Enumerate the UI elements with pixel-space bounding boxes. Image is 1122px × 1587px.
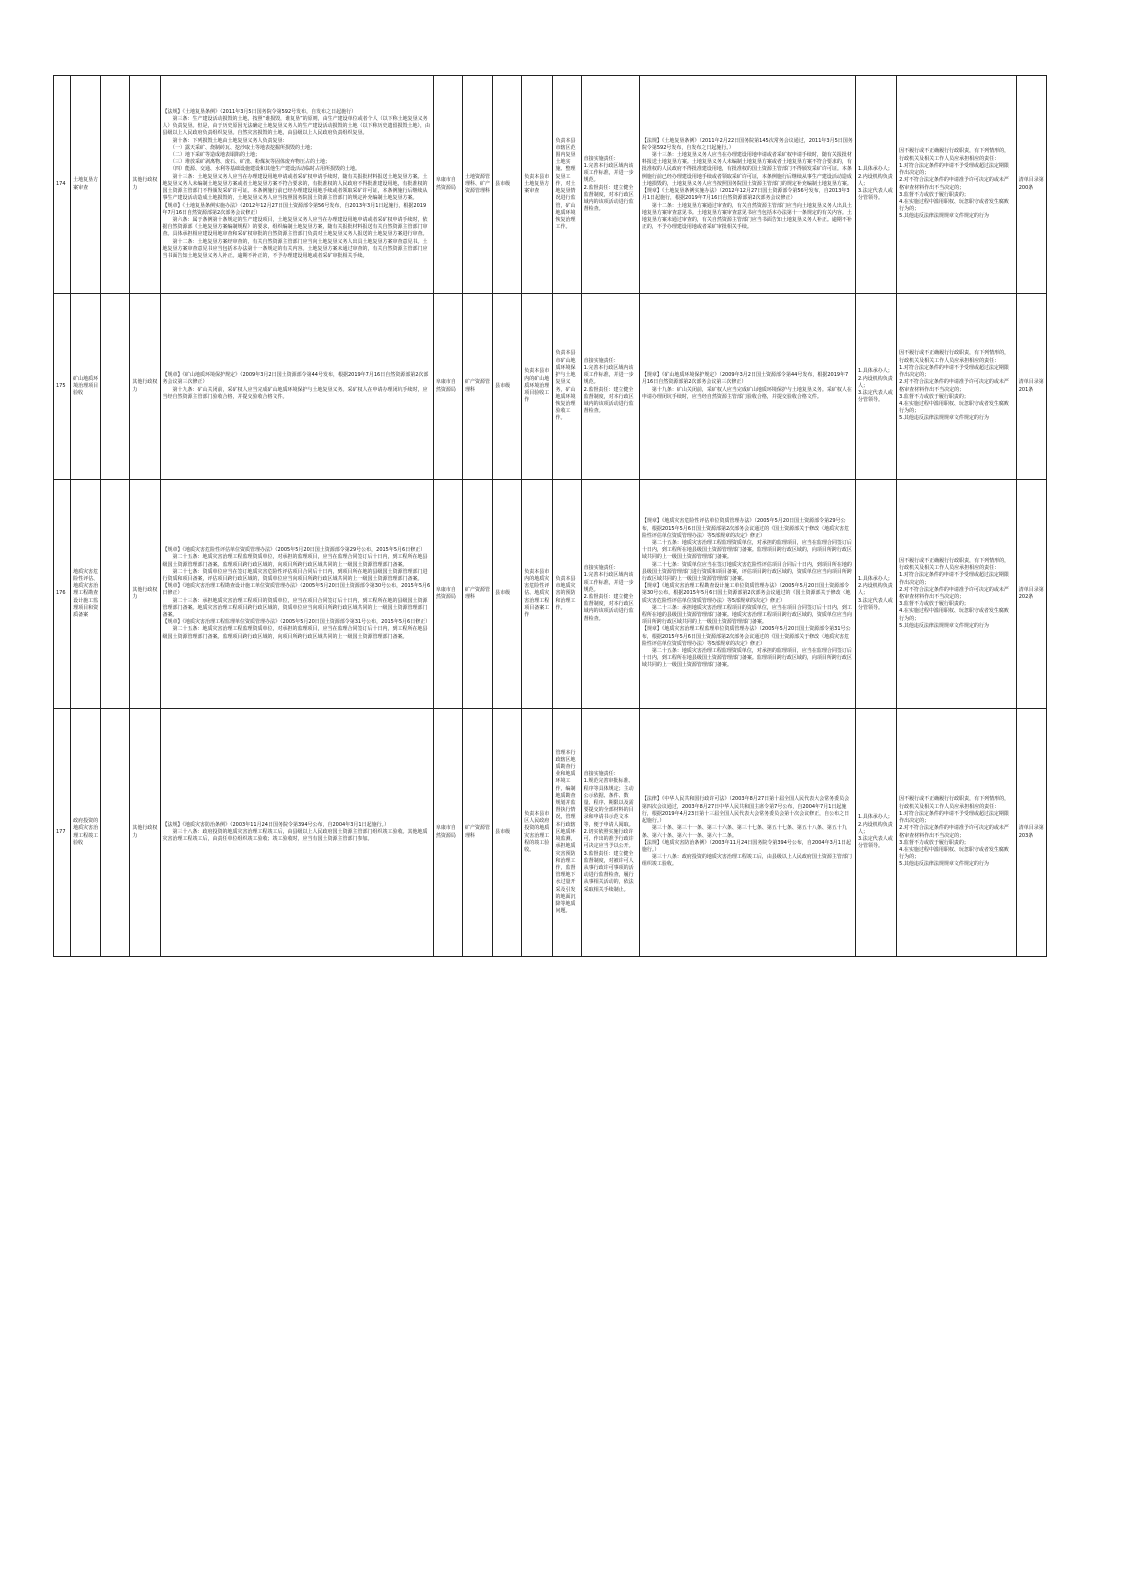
table-row: [54, 294, 1047, 480]
responsible-subject-cell: 1.具体承办人； 2.内设机构负责人； 3.法定代表人或分管领导。: [855, 709, 896, 957]
responsibility-content-cell: 负责本县市辖区范围内复垦土地实施、整理复垦工作，对土地复垦情况进行监管，矿山地质环境恢复治理工作。: [553, 76, 581, 294]
power-type-cell: 其他行政权力: [130, 294, 160, 480]
sub-item-cell: [101, 709, 130, 957]
duty-content-cell: 负责本县市区人民政府投资的地质灾害治理工程的竣工验收。: [522, 709, 553, 957]
responsibility-content-cell: 负责本县市地质灾害的预防和治理工作。: [553, 480, 581, 709]
legal-basis-cell: 【规章】《矿山地质环境保护规定》（2009年3月2日国土资源部令第44号发布，根据2019年7月16日自然资源部第2次部务会议第三次修正） 第十九条：矿山关闭前，采矿权人应当完成矿山地质环境保护与土地复垦义务。采矿权人在申请办理闭坑手续时，应当经自然资源主管部门验收合格，并提交验收合格文件。: [160, 294, 433, 480]
sub-item-cell: [101, 294, 130, 480]
accountability-cases-cell: 因不履行或不正确履行行政职责，有下列情形的，行政机关及相关工作人员应承担相应的责任： 1.对符合法定条件的申请不予受理或超过法定期限作出决定的； 2.对不符合法定条件的申请准予许可决定的或未严格审查材料作出不当决定的； 3.监督不力或放于履行职责的； 4.在实施过程中滥用职权、玩忽职守或者发生腐败行为的； 5.其他违反法律法规规章文件规定的行为: [897, 480, 1017, 709]
table-row: [54, 709, 1047, 957]
sub-item-cell: [101, 480, 130, 709]
duty-legal-basis-cell: 【法律】《中华人民共和国行政许可法》（2003年8月27日第十届全国人民代表大会常务委员会第四次会议通过，2003年8月27日中华人民共和国主席令第7号公布，自2004年7月1日起施行，根据2019年4月23日第十三届全国人民代表大会常务委员会第十次会议修正，自公布之日起施行。） 第三十条、第三十一条、第三十六条、第三十七条、第五十七条、第五十八条、第五十九条、第六十条、第六十一条、第六十二条。 【法规】《地质灾害防治条例》（2003年11月24日国务院令第394号公布，自2004年3月1日起施行。） 第三十八条：政府投资的地质灾害治理工程竣工后，由县级以上人民政府国土资源主管部门组织竣工验收。: [639, 709, 855, 957]
item-name-cell: 土地复垦方案审查: [71, 76, 101, 294]
legal-basis-cell: 【法规】《土地复垦条例》（2011年3月5日国务院令第592号发布，自发布之日起施行） 第三条：生产建设活动损毁的土地，按照“谁损毁，谁复垦”的原则，由生产建设单位或者个人（以下称土地复垦义务人）负责复垦。但是，由于历史原因无法确定土地复垦义务人的生产建设活动损毁的土地（以下称历史遗留损毁土地），由县级以上人民政府负责组织复垦。自然灾害损毁的土地，由县级以上人民政府负责组织复垦。 第十条：下列损毁土地由土地复垦义务人负责复垦： （一）露天采矿、烧制砖瓦、挖沙取土等地表挖掘所损毁的土地； （二）地下采矿等造成地表塌陷的土地； （三）堆放采矿剥离物、废石、矿渣、粉煤灰等固体废弃物压占的土地； （四）能源、交通、水利等基础设施建设和其他生产建设活动临时占用所损毁的土地。 第十三条：土地复垦义务人应当在办理建设用地申请或者采矿权申请手续时，随有关报批材料报送土地复垦方案。土地复垦义务人未编制土地复垦方案或者土地复垦方案不符合要求的，有批准权的人民政府不得批准建设用地，有批准权的国土资源主管部门不得颁发采矿许可证。本条例施行前已经办理建设用地手续或者领取采矿许可证，本条例施行后继续从事生产建设活动造成土地损毁的，土地复垦义务人应当按照国务院国土资源主管部门的规定补充编制土地复垦方案。 【规章】《土地复垦条例实施办法》（2012年12月27日国土资源部令第56号发布，自2013年3月1日起施行，根据2019年7月16日自然资源部第2次部务会议修正） 第六条：属于条例第十条规定的生产建设项目，土地复垦义务人应当在办理建设用地申请或者采矿权申请手续时，依据自然资源部《土地复垦方案编制规程》的要求，组织编制土地复垦方案，随有关报批材料报送有关自然资源主管部门审查。具体承担相应建设用地审查和采矿权审批的自然资源主管部门负责对土地复垦义务人报送的土地复垦方案进行审查。 第十二条：土地复垦方案经审查的，有关自然资源主管部门应当向土地复垦义务人出具土地复垦方案审查意见书。土地复垦方案审查意见书应当包括本办法第十一条规定的有关内容。土地复垦方案未通过审查的，有关自然资源主管部门应当书面告知土地复垦义务人补正。逾期不补正的，不予办理建设用地或者采矿审批相关手续。: [160, 76, 433, 294]
remarks-cell: 清单目录第200条: [1016, 76, 1046, 294]
power-list-table: [53, 75, 1047, 957]
implementation-duty-cell: 直接实施责任： 1.完善本行政区域内该项工作标准，并进一步规范。 2.监督责任：建立健全监督制度，对本行政区域内的该项活动进行监督检查。: [581, 76, 639, 294]
power-type-cell: 其他行政权力: [130, 480, 160, 709]
table-row: [54, 76, 1047, 294]
row-number-cell: 175: [54, 294, 71, 480]
responsible-subject-cell: 1.具体承办人； 2.内设机构负责人； 3.法定代表人或分管领导。: [855, 76, 896, 294]
implementation-duty-cell: 直接实施责任： 1.规范完善审批标准、程序等具体规定；主动公示依据、条件、数量、程序、期限以及需要提交的全部材料的目录和申请书示范文本等，便于申请人阅取。 2.切实依照实施行政许可，作出的准予行政许可决定应当予以公开。 3.监督责任：建立健全监督制度，对被许可人从事行政许可事项的活动进行监督检查，履行从事相关活动的，依法采取相关手续制止。: [581, 709, 639, 957]
exercise-level-cell: 县市级: [493, 709, 522, 957]
implementing-agency-cell: 阜康市自然资源局: [433, 480, 462, 709]
implementing-agency-cell: 阜康市自然资源局: [433, 294, 462, 480]
implementing-agency-cell: 阜康市自然资源局: [433, 709, 462, 957]
legal-basis-cell: 【法规】《地质灾害防治条例》（2003年11月24日国务院令第394号公布，自2004年3月1日起施行。） 第三十八条：政府投资的地质灾害治理工程竣工后，由县级以上人民政府国土资源主管部门组织竣工验收。其他地质灾害治理工程竣工后，由责任单位组织竣工验收；竣工验收时，应当有国土资源主管部门参加。: [160, 709, 433, 957]
implementing-agency-cell: 阜康市自然资源局: [433, 76, 462, 294]
remarks-cell: 清单目录第203条: [1016, 709, 1046, 957]
table-row: [54, 480, 1047, 709]
duty-legal-basis-cell: 【规章】《矿山地质环境保护规定》（2009年3月2日国土资源部令第44号发布，根据2019年7月16日自然资源部第2次部务会议第三次修正） 第十九条：矿山关闭前，采矿权人应当完成矿山地质环境保护与土地复垦义务。采矿权人在申请办理闭坑手续时，应当经自然资源主管部门验收合格，并提交验收合格文件。: [639, 294, 855, 480]
duty-legal-basis-cell: 【法规】《土地复垦条例》（2011年2月22日国务院第145次常务会议通过，2011年3月5日国务院令第592号发布，自发布之日起施行。） 第十三条：土地复垦义务人应当在办理建设用地申请或者采矿权申请手续时，随有关报批材料报送土地复垦方案。土地复垦义务人未编制土地复垦方案或者土地复垦方案不符合要求的，有批准权的人民政府不得批准建设用地，有批准权的国土资源主管部门不得颁发采矿许可证。本条例施行前已经办理建设用地手续或者领取采矿许可证，本条例施行后继续从事生产建设活动造成土地损毁的，土地复垦义务人应当按照国务院国土资源主管部门的规定补充编制土地复垦方案。 【规章】《土地复垦条例实施办法》（2012年12月27日国土资源部令第56号发布，自2013年3月1日起施行，根据2019年7月16日自然资源部第2次部务会议修正） 第十二条：土地复垦方案通过审查的，有关自然资源主管部门应当向土地复垦义务人出具土地复垦方案审查意见书。土地复垦方案审查意见书应当包括本办法第十一条规定的有关内容。土地复垦方案未通过审查的，有关自然资源主管部门应当书面告知土地复垦义务人补正。逾期不补正的，不予办理建设用地或者采矿审批相关手续。: [639, 76, 855, 294]
responsible-office-cell: 矿产资源管理科: [463, 709, 493, 957]
responsible-office-cell: 矿产资源管理科: [463, 480, 493, 709]
row-number-cell: 177: [54, 709, 71, 957]
power-type-cell: 其他行政权力: [130, 76, 160, 294]
exercise-level-cell: 县市级: [493, 480, 522, 709]
accountability-cases-cell: 因不履行或不正确履行行政职责，有下列情形的，行政机关及相关工作人员应承担相应的责任： 1.对符合法定条件的申请不予受理或超过法定期限作出决定的； 2.对不符合法定条件的申请准予许可决定的或未严格审查材料作出不当决定的； 3.监督不力或放于履行职责的； 4.在实施过程中滥用职权、玩忽职守或者发生腐败行为的； 5.其他违反法律法规规章文件规定的行为: [897, 709, 1017, 957]
row-number-cell: 176: [54, 480, 71, 709]
power-type-cell: 其他行政权力: [130, 709, 160, 957]
accountability-cases-cell: 因不履行或不正确履行行政职责，有下列情形的，行政机关及相关工作人员应承担相应的责任： 1.对符合法定条件的申请不予受理或超过法定期限作出决定的； 2.对不符合法定条件的申请准予许可决定的或未严格审查材料作出不当决定的； 3.监督不力或放于履行职责的； 4.在实施过程中滥用职权、玩忽职守或者发生腐败行为的； 5.其他违反法律法规规章文件规定的行为: [897, 76, 1017, 294]
remarks-cell: 清单目录第202条: [1016, 480, 1046, 709]
item-name-cell: 政府投资的地质灾害治理工程竣工验收: [71, 709, 101, 957]
implementation-duty-cell: 直接实施责任： 1.完善本行政区域内该项工作标准，并进一步规范。 2.监督责任：建立健全监督制度，对本行政区域内的该项活动进行监督检查。: [581, 480, 639, 709]
exercise-level-cell: 县市级: [493, 294, 522, 480]
responsibility-content-cell: 负责本县市矿山地质环境保护与土地复垦义务，矿山地质环境恢复治理验收工作。: [553, 294, 581, 480]
duty-content-cell: 负责本县市内的矿山地质环境治理项目验收工作: [522, 294, 553, 480]
accountability-cases-cell: 因不履行或不正确履行行政职责，有下列情形的，行政机关及相关工作人员应承担相应的责任： 1.对符合法定条件的申请不予受理或超过法定期限作出决定的； 2.对不符合法定条件的申请准予许可决定的或未严格审查材料作出不当决定的； 3.监督不力或放于履行职责的； 4.在实施过程中滥用职权、玩忽职守或者发生腐败行为的； 5.其他违反法律法规规章文件规定的行为: [897, 294, 1017, 480]
responsible-subject-cell: 1.具体承办人； 2.内设机构负责人； 3.法定代表人或分管领导。: [855, 480, 896, 709]
responsible-office-cell: 土地资源管理科、矿产资源管理科: [463, 76, 493, 294]
row-number-cell: 174: [54, 76, 71, 294]
responsible-office-cell: 矿产资源管理科: [463, 294, 493, 480]
implementation-duty-cell: 直接实施责任： 1.完善本行政区域内该项工作标准，并进一步规范。 2.监督责任：建立健全监督制度，对本行政区域内的该项活动进行监督检查。: [581, 294, 639, 480]
responsible-subject-cell: 1.具体承办人； 2.内设机构负责人； 3.法定代表人或分管领导。: [855, 294, 896, 480]
item-name-cell: 矿山地质环境治理项目验收: [71, 294, 101, 480]
duty-content-cell: 负责本县市土地复垦方案审查: [522, 76, 553, 294]
exercise-level-cell: 县市级: [493, 76, 522, 294]
sub-item-cell: [101, 76, 130, 294]
remarks-cell: 清单目录第201条: [1016, 294, 1046, 480]
duty-legal-basis-cell: 【规章】《地质灾害危险性评估单位资质管理办法》（2005年5月20日国土资源部令第29号公布，根据2015年5月6日国土资源部第2次部务会议通过的《国土资源部关于修改〈地质灾害危险性评估单位资质管理办法〉等5部规章的决定》修正） 第二十五条：地质灾害治理工程监理资质单位，对承担的监理项目，应当在监理合同签订后十日内，到工程所在地县级国土资源管理部门备案。监理项目跨行政区域的，向项目所跨行政区域共同的上一级国土资源管理部门备案。 第二十七条：资质单位应当在签订地质灾害危险性评估项目合同后十日内，到项目所在地的县级国土资源管理部门进行资质和项目备案，评估项目跨行政区域的，资质单位应当向项目所跨行政区域共同的上一级国土资源管理部门备案。 【规章】《地质灾害治理工程勘查设计施工单位资质管理办法》（2005年5月20日国土资源部令第30号公布，根据2015年5月6日国土资源部第2次部务会议通过的《国土资源部关于修改〈地质灾害危险性评估单位资质管理办法〉等5部规章的决定》修正） 第二十三条：承担地质灾害治理工程项目的资质单位，应当在项目合同签订后十日内，到工程所在地的县级国土资源管理部门备案。地质灾害治理工程项目跨行政区域的，资质单位应当向项目所跨行政区域共同的上一级国土资源管理部门备案。 【规章】《地质灾害治理工程监理单位资质管理办法》（2005年5月20日国土资源部令第31号公布，根据2015年5月6日国土资源部第2次部务会议通过的《国土资源部关于修改〈地质灾害危险性评估单位资质管理办法〉等5部规章的决定》修正） 第二十五条：地质灾害治理工程监理资质单位，对承担的监理项目，应当在监理合同签订后十日内，到工程所在地县级国土资源管理部门备案。监理项目跨行政区域的，向项目所跨行政区域共同的上一级国土资源管理部门备案。: [639, 480, 855, 709]
item-name-cell: 地质灾害危险性评估、地质灾害治理工程勘查设计施工监理项目和资质备案: [71, 480, 101, 709]
duty-content-cell: 负责本县市内的地质灾害危险性评估、地质灾害治理工程项目备案工作: [522, 480, 553, 709]
responsibility-content-cell: 管理本行政辖区地质勘查行业和地质环境工作，编制地质勘查规划并监督执行情况，管理本行政辖区地质环境监测，承担地质灾害预防和治理工作，监督管理地下水过量开采及引发的地面沉降等地质问题。: [553, 709, 581, 957]
legal-basis-cell: 【规章】《地质灾害危险性评估单位资质管理办法》（2005年5月20日国土资源部令第29号公布，2015年5月6日修正） 第二十五条：地质灾害治理工程监理资质单位，对承担的监理项目，应当在监理合同签订后十日内，到工程所在地县级国土资源管理部门备案。监理项目跨行政区域的，向项目所跨行政区域共同的上一级国土资源管理部门备案。 第二十七条：资质单位应当在签订地质灾害危险性评估项目合同后十日内，到项目所在地的县级国土资源管理部门进行资质和项目备案，评估项目跨行政区域的，资质单位应当向项目所跨行政区域共同的上一级国土资源管理部门备案。 【规章】《地质灾害治理工程勘查设计施工单位资质管理办法》（2005年5月20日国土资源部令第30号公布，2015年5月6日修正） 第二十三条：承担地质灾害治理工程项目的资质单位，应当在项目合同签订后十日内，到工程所在地的县级国土资源管理部门备案。地质灾害治理工程项目跨行政区域的，资质单位应当向项目所跨行政区域共同的上一级国土资源管理部门备案。 【规章】《地质灾害治理工程监理单位资质管理办法》（2005年5月20日国土资源部令第31号公布，2015年5月6日修正） 第二十五条：地质灾害治理工程监理资质单位，对承担的监理项目，应当在监理合同签订后十日内，到工程所在地县级国土资源管理部门备案。监理项目跨行政区域的，向项目所跨行政区域共同的上一级国土资源管理部门备案。: [160, 480, 433, 709]
